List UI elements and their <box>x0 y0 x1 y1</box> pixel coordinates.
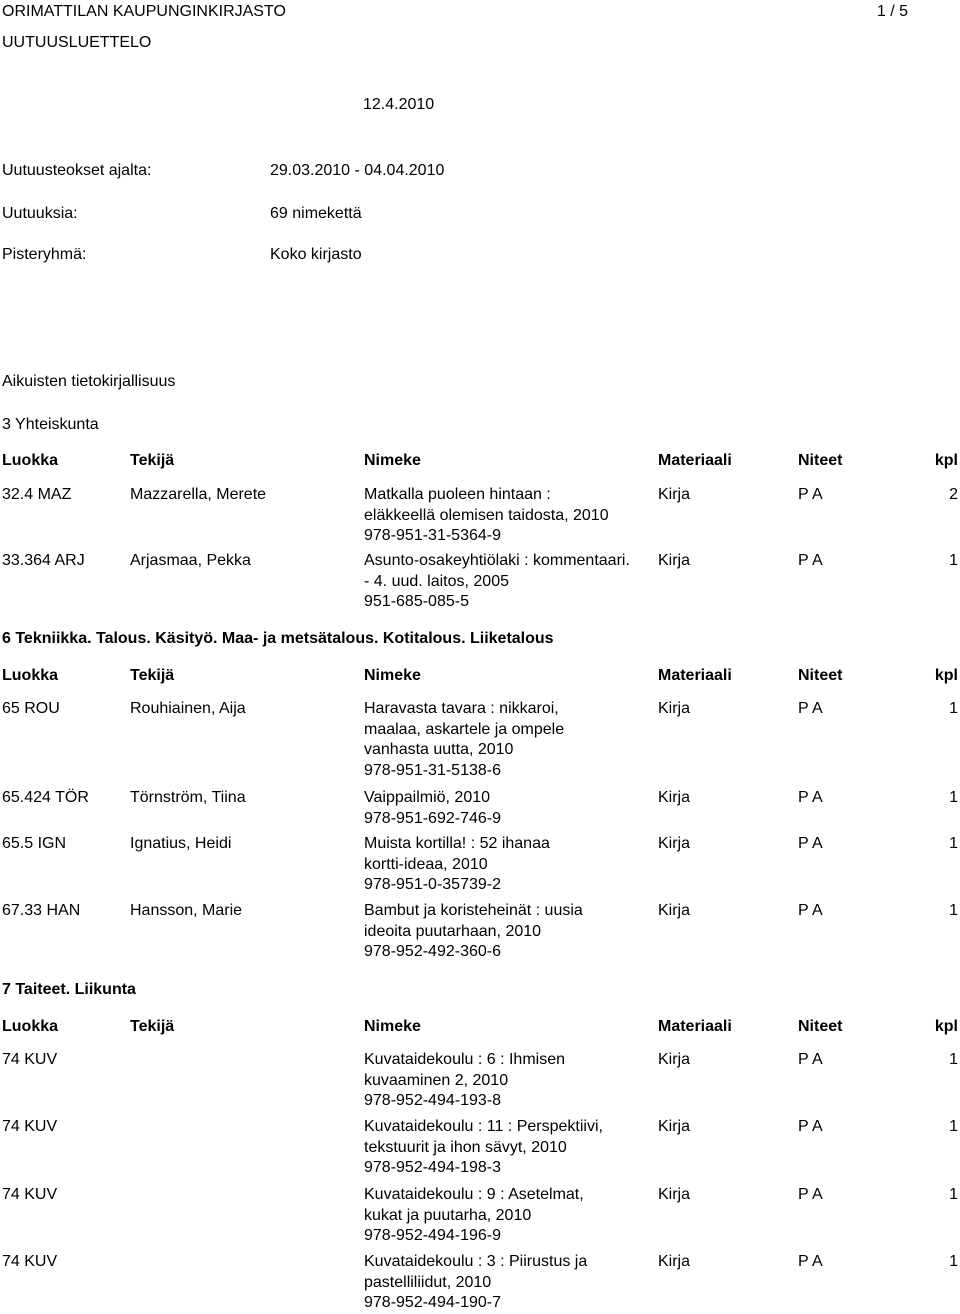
book-kpl: 1 <box>949 1051 958 1068</box>
book-isbn: 978-952-494-196-9 <box>364 1227 501 1245</box>
column-tekija: Tekijä <box>130 1018 175 1035</box>
book-nimeke <box>364 699 589 782</box>
book-luokka: 74 KUV <box>2 1051 58 1068</box>
book-nimeke <box>364 788 614 829</box>
book-niteet: P A <box>798 789 823 806</box>
book-kpl: 2 <box>949 486 958 503</box>
book-title: Asunto-osakeyhtiölaki : kommentaari. - 4. uud. laitos, 2005 <box>364 552 630 590</box>
group-value: Koko kirjasto <box>270 246 362 263</box>
book-luokka: 74 KUV <box>2 1186 58 1203</box>
book-isbn: 978-951-31-5364-9 <box>364 527 501 545</box>
book-kpl: 1 <box>949 1186 958 1203</box>
book-row <box>0 1252 960 1312</box>
book-niteet: P A <box>798 1186 823 1203</box>
book-luokka: 74 KUV <box>2 1118 58 1135</box>
column-luokka: Luokka <box>2 667 59 684</box>
book-row <box>0 1117 960 1177</box>
book-row <box>0 1050 960 1110</box>
book-title: Vaippailmiö, 2010 <box>364 789 491 806</box>
book-tekija: Ignatius, Heidi <box>130 835 232 852</box>
column-nimeke: Nimeke <box>364 452 421 469</box>
book-isbn: 978-952-494-190-7 <box>364 1294 501 1312</box>
column-luokka: Luokka <box>2 452 59 469</box>
column-materiaali: Materiaali <box>658 1018 732 1035</box>
book-niteet: P A <box>798 835 823 852</box>
book-nimeke <box>364 834 564 896</box>
column-nimeke: Nimeke <box>364 667 421 684</box>
book-title: Kuvataidekoulu : 11 : Perspektiivi, tekstuurit ja ihon sävyt, 2010 <box>364 1118 603 1156</box>
book-materiaali: Kirja <box>658 1186 691 1203</box>
book-title: Kuvataidekoulu : 6 : Ihmisen kuvaaminen 2, 2010 <box>364 1051 566 1089</box>
column-luokka: Luokka <box>2 1018 59 1035</box>
column-nimeke: Nimeke <box>364 1018 421 1035</box>
book-materiaali: Kirja <box>658 902 691 919</box>
library-name: ORIMATTILAN KAUPUNGINKIRJASTO <box>2 3 286 20</box>
book-isbn: 978-952-492-360-6 <box>364 943 501 961</box>
book-row <box>0 788 960 827</box>
book-title: Muista kortilla! : 52 ihanaa kortti-ideaa, 2010 <box>364 835 550 873</box>
column-kpl: kpl <box>934 452 958 469</box>
book-title: Bambut ja koristeheinät : uusia ideoita puutarhaan, 2010 <box>364 902 583 940</box>
book-kpl: 1 <box>949 700 958 717</box>
book-kpl: 1 <box>949 835 958 852</box>
column-kpl: kpl <box>934 667 958 684</box>
book-materiaali: Kirja <box>658 835 691 852</box>
book-isbn: 951-685-085-5 <box>364 593 469 611</box>
book-row <box>0 1185 960 1245</box>
book-isbn: 978-952-494-193-8 <box>364 1092 501 1110</box>
book-luokka: 32.4 MAZ <box>2 486 72 503</box>
book-materiaali: Kirja <box>658 1253 691 1270</box>
column-materiaali: Materiaali <box>658 667 732 684</box>
book-luokka: 65.424 TÖR <box>2 789 89 806</box>
book-kpl: 1 <box>949 1253 958 1270</box>
book-niteet: P A <box>798 486 823 503</box>
book-title: Kuvataidekoulu : 9 : Asetelmat, kukat ja puutarha, 2010 <box>364 1186 584 1224</box>
book-row <box>0 485 960 545</box>
book-niteet: P A <box>798 1118 823 1135</box>
section-title: 6 Tekniikka. Talous. Käsityö. Maa- ja metsätalous. Kotitalous. Liiketalous <box>2 630 554 647</box>
book-luokka: 74 KUV <box>2 1253 58 1270</box>
book-materiaali: Kirja <box>658 789 691 806</box>
book-tekija: Rouhiainen, Aija <box>130 700 246 717</box>
book-nimeke <box>364 1117 624 1179</box>
book-nimeke <box>364 551 639 613</box>
book-materiaali: Kirja <box>658 700 691 717</box>
section-title: 7 Taiteet. Liikunta <box>2 981 136 998</box>
count-label: Uutuuksia: <box>2 205 78 222</box>
section-title: 3 Yhteiskunta <box>2 416 99 433</box>
book-isbn: 978-951-692-746-9 <box>364 809 501 827</box>
book-isbn: 978-951-0-35739-2 <box>364 876 501 894</box>
category-title: Aikuisten tietokirjallisuus <box>2 373 176 390</box>
book-luokka: 67.33 HAN <box>2 902 81 919</box>
book-row <box>0 551 960 611</box>
column-niteet: Niteet <box>798 452 843 469</box>
book-niteet: P A <box>798 1253 823 1270</box>
book-row <box>0 699 960 780</box>
book-row <box>0 901 960 961</box>
book-materiaali: Kirja <box>658 552 691 569</box>
column-niteet: Niteet <box>798 1018 843 1035</box>
book-nimeke <box>364 1050 584 1112</box>
book-kpl: 1 <box>949 789 958 806</box>
book-niteet: P A <box>798 700 823 717</box>
book-materiaali: Kirja <box>658 1051 691 1068</box>
book-kpl: 1 <box>949 902 958 919</box>
book-luokka: 65 ROU <box>2 700 60 717</box>
column-niteet: Niteet <box>798 667 843 684</box>
book-nimeke <box>364 901 624 963</box>
column-kpl: kpl <box>934 1018 958 1035</box>
book-title: Kuvataidekoulu : 3 : Piirustus ja pastelliliidut, 2010 <box>364 1253 588 1291</box>
period-value: 29.03.2010 - 04.04.2010 <box>270 162 445 179</box>
period-label: Uutuusteokset ajalta: <box>2 162 152 179</box>
book-tekija: Mazzarella, Merete <box>130 486 267 503</box>
count-value: 69 nimekettä <box>270 205 362 222</box>
book-isbn: 978-951-31-5138-6 <box>364 762 501 780</box>
column-materiaali: Materiaali <box>658 452 732 469</box>
book-tekija: Arjasmaa, Pekka <box>130 552 251 569</box>
book-row <box>0 834 960 894</box>
column-tekija: Tekijä <box>130 667 175 684</box>
book-title: Haravasta tavara : nikkaroi, maalaa, askartele ja ompele vanhasta uutta, 2010 <box>364 700 565 759</box>
group-label: Pisteryhmä: <box>2 246 87 263</box>
list-date: 12.4.2010 <box>363 96 435 113</box>
book-materiaali: Kirja <box>658 1118 691 1135</box>
book-tekija: Hansson, Marie <box>130 902 243 919</box>
book-luokka: 33.364 ARJ <box>2 552 85 569</box>
book-nimeke <box>364 485 614 547</box>
list-title: UUTUUSLUETTELO <box>2 34 152 51</box>
book-niteet: P A <box>798 552 823 569</box>
book-nimeke <box>364 1252 604 1314</box>
book-luokka: 65.5 IGN <box>2 835 67 852</box>
column-tekija: Tekijä <box>130 452 175 469</box>
book-niteet: P A <box>798 902 823 919</box>
book-nimeke <box>364 1185 604 1247</box>
book-tekija: Törnström, Tiina <box>130 789 246 806</box>
book-materiaali: Kirja <box>658 486 691 503</box>
page-number: 1 / 5 <box>876 3 908 20</box>
book-niteet: P A <box>798 1051 823 1068</box>
book-kpl: 1 <box>949 552 958 569</box>
book-isbn: 978-952-494-198-3 <box>364 1159 501 1177</box>
book-kpl: 1 <box>949 1118 958 1135</box>
book-title: Matkalla puoleen hintaan : eläkkeellä olemisen taidosta, 2010 <box>364 486 609 524</box>
